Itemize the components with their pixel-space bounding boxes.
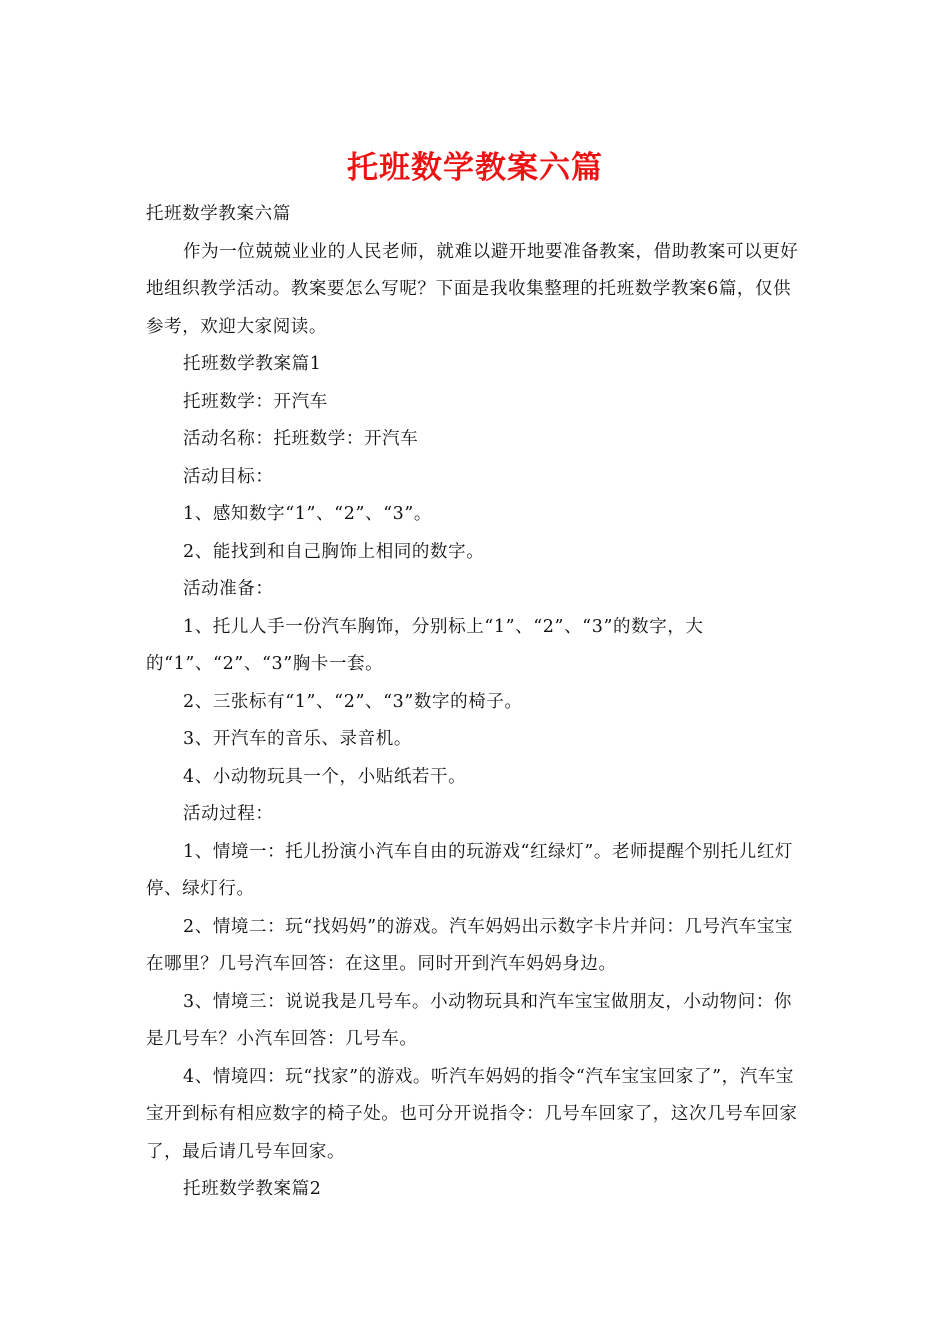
body-paragraph: 2、情境二：玩“找妈妈”的游戏。汽车妈妈出示数字卡片并问：几号汽车宝宝在哪里？几号汽车回答：在这里。同时开到汽车妈妈身边。 — [146, 916, 794, 974]
body-paragraph: 活动过程： — [183, 804, 274, 824]
body-paragraph: 2、能找到和自己胸饰上相同的数字。 — [183, 541, 485, 562]
document-body — [146, 196, 808, 1209]
body-paragraph: 3、开汽车的音乐、录音机。 — [183, 729, 412, 749]
body-paragraph: 4、小动物玩具一个，小贴纸若干。 — [183, 766, 467, 787]
body-paragraph: 1、情境一：托儿扮演小汽车自由的玩游戏“红绿灯”。老师提醒个别托儿红灯停、绿灯行。 — [146, 841, 794, 899]
document-subtitle: 托班数学教案六篇 — [146, 204, 291, 224]
body-paragraph: 3、情境三：说说我是几号车。小动物玩具和汽车宝宝做朋友，小动物问：你是几号车？小汽车回答：几号车。 — [146, 991, 793, 1049]
body-paragraph: 2、三张标有“1”、“2”、“3”数字的椅子。 — [183, 691, 523, 712]
document-title: 托班数学教案六篇 — [347, 150, 603, 186]
body-paragraph: 作为一位兢兢业业的人民老师，就难以避开地要准备教案，借助教案可以更好地组织教学活动。教案要怎么写呢？下面是我收集整理的托班数学教案6篇，仅供参考，欢迎大家阅读。 — [146, 241, 799, 337]
body-paragraph: 1、感知数字“1”、“2”、“3”。 — [183, 504, 433, 524]
body-paragraph: 活动名称：托班数学：开汽车 — [183, 429, 419, 449]
body-paragraph: 4、情境四：玩“找家”的游戏。听汽车妈妈的指令“汽车宝宝回家了”，汽车宝宝开到标有相应数字的椅子处。也可分开说指令：几号车回家了，这次几号车回家了，最后请几号车回家。 — [146, 1066, 798, 1162]
body-paragraph: 1、托儿人手一份汽车胸饰，分别标上“1”、“2”、“3”的数字，大的“1”、“2”、“3”胸卡一套。 — [146, 616, 704, 674]
body-paragraph: 活动目标： — [183, 466, 274, 487]
body-paragraph: 托班数学教案篇2 — [183, 1179, 322, 1199]
body-paragraph: 托班数学教案篇1 — [183, 354, 322, 374]
body-paragraph: 托班数学：开汽车 — [183, 391, 328, 412]
body-paragraph: 活动准备： — [183, 579, 274, 599]
